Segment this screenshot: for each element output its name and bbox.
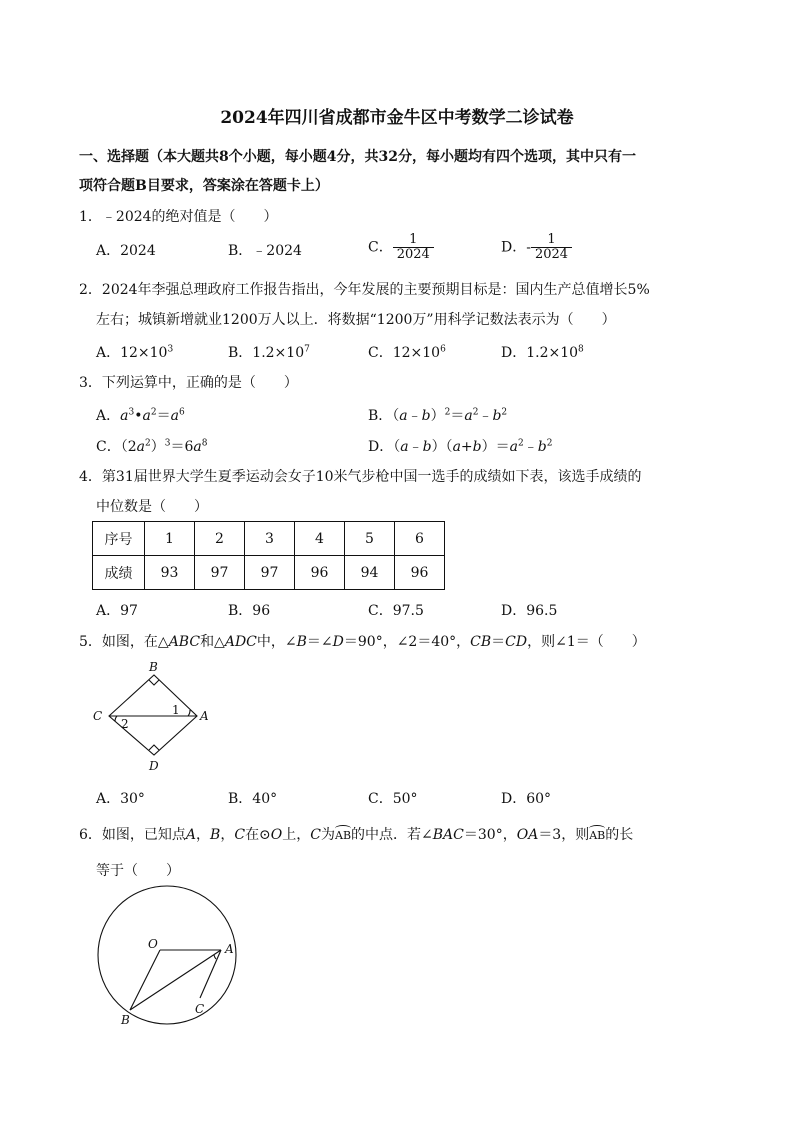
q6-point-c: C — [310, 827, 321, 843]
q6-text: 上， — [282, 827, 311, 843]
q6-label-a: A — [225, 942, 234, 956]
q5-label-1: 1 — [172, 703, 180, 717]
q2-option-a-exp: 3 — [167, 344, 174, 355]
q5-angle-b: B — [296, 634, 307, 650]
q5-label-2: 2 — [121, 717, 129, 731]
q6-arc-ab: AB — [335, 829, 352, 842]
q2-option-c-base: C．12×10 — [368, 345, 441, 361]
table-cell: 96 — [395, 556, 445, 590]
q5-angle-1-arc — [188, 710, 190, 716]
q6-figure — [88, 880, 248, 1030]
q2-option-a-base: A．12×10 — [96, 345, 168, 361]
table-cell: 97 — [195, 556, 245, 590]
q5-label-c: C — [93, 709, 103, 723]
q5-right-angle-d — [149, 745, 159, 750]
q4-option-b: B．96 — [228, 603, 271, 619]
q6-label-o: O — [148, 937, 158, 951]
q2-option-d — [501, 342, 584, 362]
q2-option-d-exp: 8 — [578, 344, 584, 355]
table-cell: 1 — [145, 522, 195, 556]
q3-option-b-label: B． — [368, 408, 393, 424]
q6-circle — [98, 886, 236, 1024]
q1-option-d-label: D． — [501, 239, 527, 256]
q3-option-d-label: D． — [368, 439, 394, 455]
table-cell: 6 — [395, 522, 445, 556]
q1-stem: 1．﹣2024的绝对值是（ ） — [79, 209, 278, 225]
q5-option-b: B．40° — [228, 791, 278, 807]
q6-point-b: B — [210, 827, 221, 843]
q1-option-d-sign: - — [526, 239, 531, 256]
q5-option-a: A．30° — [96, 791, 145, 807]
table-cell: 成绩 — [93, 556, 145, 590]
q4-option-d: D．96.5 — [501, 603, 558, 619]
q3-option-c-label: C． — [96, 439, 121, 455]
table-cell: 93 — [145, 556, 195, 590]
fraction-numerator: 1 — [393, 233, 434, 248]
q6-label-b: B — [121, 1013, 130, 1027]
table-row — [93, 522, 445, 556]
q5-label-a: A — [200, 709, 209, 723]
q5-text: ＝∠ — [306, 634, 333, 650]
q6-point-c: C — [234, 827, 246, 843]
q3-option-b: B．$(a﹣b)^2=a^2﹣b^2$ — [368, 407, 508, 424]
q5-figure — [88, 656, 218, 776]
q6-angle-arc — [214, 955, 216, 959]
q6-label-c: C — [195, 1002, 205, 1016]
q5-text: ＝ — [491, 634, 506, 650]
q6-stem-line2: 等于（ ） — [96, 863, 180, 879]
table-cell: 94 — [345, 556, 395, 590]
q2-option-c — [368, 342, 446, 362]
q5-angle-2-arc — [115, 716, 117, 721]
q4-option-c: C．97.5 — [368, 603, 424, 619]
q5-text: ，则∠1＝（ ） — [527, 634, 646, 650]
q3-stem: 3．下列运算中，正确的是（ ） — [79, 375, 298, 391]
q5-text: 5．如图，在△ — [79, 634, 169, 650]
q5-text: 中，∠ — [256, 634, 297, 650]
q1-option-a: A．2024 — [96, 243, 156, 259]
q5-triangle-abc: ABC — [168, 634, 201, 650]
page-title: 2024年四川省成都市金牛区中考数学二诊试卷 — [220, 108, 574, 128]
q4-line1: 4．第31届世界大学生夏季运动会女子10米气步枪中国一选手的成绩如下表，该选手成绩的 — [79, 469, 642, 485]
q6-text: 6．如图，已知点 — [79, 827, 186, 843]
q6-text: 为 — [321, 827, 335, 843]
q3-option-a: A．$a^3•a^2=a^6$ — [96, 407, 185, 424]
q6-segment-ob — [130, 950, 160, 1010]
q2-line2: 左右；城镇新增就业1200万人以上．将数据“1200万”用科学记数法表示为（ ） — [96, 312, 616, 328]
table-cell: 3 — [245, 522, 295, 556]
fraction-denominator: 2024 — [396, 247, 430, 262]
q4-line2: 中位数是（ ） — [96, 499, 208, 515]
table-cell: 4 — [295, 522, 345, 556]
q6-point-a: A — [185, 827, 197, 843]
q5-text: ＝90°，∠2＝40°， — [343, 634, 471, 650]
q6-text: ， — [220, 827, 235, 843]
q6-circle-o: O — [270, 827, 283, 843]
q5-stem — [79, 631, 646, 651]
q6-arc-ab: AB — [589, 829, 606, 842]
q1-option-c-fraction — [393, 233, 434, 262]
q6-text: 的中点．若∠ — [351, 827, 433, 843]
q1-option-c — [368, 233, 434, 262]
fraction-denominator: 2024 — [534, 247, 569, 262]
q2-option-b-exp: 7 — [304, 344, 310, 355]
q2-option-d-base: D．1.2×10 — [501, 345, 579, 361]
q3-option-a-label: A． — [96, 408, 121, 424]
q5-side-cb: CB — [470, 634, 492, 650]
fraction-numerator: 1 — [531, 233, 572, 248]
q2-option-b-base: B．1.2×10 — [228, 345, 305, 361]
q6-text: ＝30°， — [463, 827, 517, 843]
q6-text: ＝3，则 — [538, 827, 590, 843]
q6-text: 的长 — [605, 827, 634, 843]
q6-stem-line1 — [79, 824, 633, 844]
table-cell: 96 — [295, 556, 345, 590]
q6-text: ， — [196, 827, 211, 843]
table-cell: 序号 — [93, 522, 145, 556]
section-header-line2: 项符合题B目要求，答案涂在答题卡上） — [79, 178, 329, 194]
table-cell: 97 — [245, 556, 295, 590]
q5-option-c: C．50° — [368, 791, 418, 807]
q1-option-c-label: C． — [368, 239, 393, 256]
q6-text: 在⊙ — [245, 827, 271, 843]
q6-segment-oa: OA — [516, 827, 539, 843]
section-header-line1: 一、选择题（本大题共8个小题，每小题4分，共32分，每小题均有四个选项，其中只有一 — [79, 149, 636, 165]
table-row — [93, 556, 445, 590]
q5-text: 和△ — [200, 634, 225, 650]
q2-option-c-exp: 6 — [440, 344, 446, 355]
q5-angle-d: D — [332, 634, 344, 650]
q2-line1: 2．2024年李强总理政府工作报告指出，今年发展的主要预期目标是：国内生产总值增长5% — [79, 282, 650, 298]
q5-quadrilateral — [109, 675, 197, 755]
q6-angle-bac: BAC — [432, 827, 464, 843]
q5-label-b: B — [149, 660, 158, 674]
q2-option-b — [228, 342, 310, 362]
q4-option-a: A．97 — [96, 603, 138, 619]
q5-side-cd: CD — [505, 634, 528, 650]
q3-option-d: D．$(a﹣b)(a+b)=a^2﹣b^2$ — [368, 438, 553, 455]
q2-option-a — [96, 342, 173, 362]
table-cell: 2 — [195, 522, 245, 556]
table-cell: 5 — [345, 522, 395, 556]
q1-option-b: B．﹣2024 — [228, 243, 302, 259]
q5-triangle-adc: ADC — [224, 634, 257, 650]
q5-option-d: D．60° — [501, 791, 552, 807]
score-table — [92, 521, 445, 590]
q3-option-c: C．$(2a^2)^3=6a^8$ — [96, 438, 208, 455]
q5-right-angle-b — [149, 680, 159, 685]
q1-option-d — [501, 233, 572, 262]
q5-label-d: D — [149, 759, 159, 773]
q1-option-d-fraction — [531, 233, 572, 262]
